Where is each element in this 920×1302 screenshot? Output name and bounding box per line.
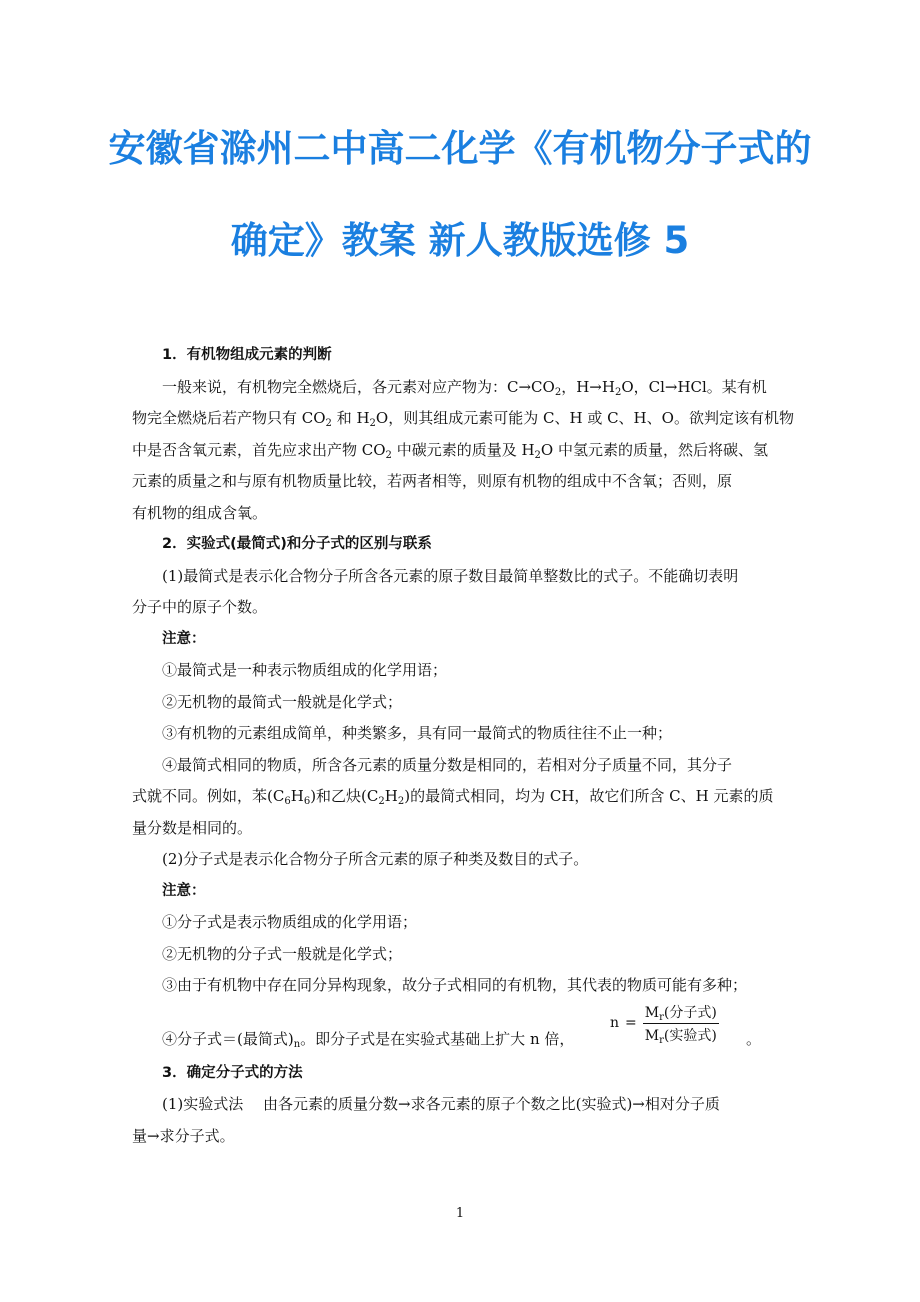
formula-variable: n bbox=[610, 1015, 620, 1031]
s1-para-line-4: 元素的质量之和与原有机物质量比较，若两者相等，则原有机物的组成中不含氧；否则，原 bbox=[132, 472, 733, 490]
note-label-1: 注意： bbox=[162, 630, 206, 647]
note-label-2: 注意： bbox=[162, 882, 206, 899]
section-2-heading: 2．实验式(最简式)和分子式的区别与联系 bbox=[162, 536, 432, 552]
note-2-item-4-text: ④分子式＝(最简式)$_n$。即分子式是在实验式基础上扩大 n 倍， bbox=[162, 1029, 575, 1050]
formula-fraction bbox=[643, 1002, 719, 1045]
note-1-item-1: ①最简式是一种表示物质组成的化学用语； bbox=[162, 661, 448, 679]
s2-para-1-line-2: 分子中的原子个数。 bbox=[132, 598, 268, 616]
section-1-heading: 1．有机物组成元素的判断 bbox=[162, 347, 332, 363]
note-1-item-3: ③有机物的元素组成简单，种类繁多，具有同一最简式的物质往往不止一种； bbox=[162, 724, 673, 742]
section-3-heading: 3．确定分子式的方法 bbox=[162, 1064, 303, 1081]
s1-para-line-3: 中是否含氧元素，首先应求出产物 $CO_2$ 中碳元素的质量及 $H_2O$ 中氢元素的质量，然后将碳、氢 bbox=[132, 440, 768, 461]
note-1-item-4-line-3: 量分数是相同的。 bbox=[132, 818, 253, 837]
note-2-item-4 bbox=[132, 1002, 792, 1058]
s1-para-line-2: 物完全燃烧后若产物只有 $CO_2$ 和 $H_2O$，则其组成元素可能为 C、H 或 C、H、O。欲判定该有机物 bbox=[132, 409, 794, 429]
formula-numerator: $M_r$(分子式) bbox=[643, 1002, 719, 1024]
page-number: 1 bbox=[455, 1206, 465, 1221]
title-line-1: 安徽省滁州二中高二化学《有机物分子式的 bbox=[108, 127, 812, 170]
note-1-item-4-line-1: ④最简式相同的物质，所含各元素的质量分数是相同的，若相对分子质量不同，其分子 bbox=[162, 755, 733, 774]
note-2-item-3: ③由于有机物中存在同分异构现象，故分子式相同的有机物，其代表的物质可能有多种； bbox=[162, 976, 748, 994]
s1-para-line-1: 一般来说，有机物完全燃烧后，各元素对应产物为：$C\to CO_2$，$H\to H_2O$，Cl→HCl。某有机 bbox=[162, 377, 767, 398]
formula-n-ratio bbox=[610, 1002, 719, 1045]
formula-equals: = bbox=[625, 1015, 637, 1031]
note-2-item-1: ①分子式是表示物质组成的化学用语； bbox=[162, 913, 418, 931]
formula-period: 。 bbox=[746, 1029, 762, 1048]
document-body bbox=[132, 340, 792, 1152]
title-line-2: 确定》教案 新人教版选修 5 bbox=[230, 219, 690, 262]
s3-para-line-2: 量→求分子式。 bbox=[132, 1126, 235, 1145]
note-2-item-2: ②无机物的分子式一般就是化学式； bbox=[162, 944, 403, 963]
s1-para-line-5: 有机物的组成含氧。 bbox=[132, 503, 268, 522]
s3-para-line-1: (1)实验式法 由各元素的质量分数→求各元素的原子个数之比(实验式)→相对分子质 bbox=[162, 1095, 720, 1113]
formula-denominator: $M_r$(实验式) bbox=[644, 1027, 717, 1046]
note-1-item-4-line-2: 式就不同。例如，苯$(C_6H_6)$和乙炔$(C_2H_2)$的最简式相同，均为 CH，故它们所含 C、H 元素的质 bbox=[132, 787, 774, 807]
s2-para-1-line-1: (1)最简式是表示化合物分子所含各元素的原子数目最简单整数比的式子。不能确切表明 bbox=[162, 566, 739, 585]
s2-para-2: (2)分子式是表示化合物分子所含元素的原子种类及数目的式子。 bbox=[162, 850, 589, 868]
note-1-item-2: ②无机物的最简式一般就是化学式； bbox=[162, 692, 403, 711]
